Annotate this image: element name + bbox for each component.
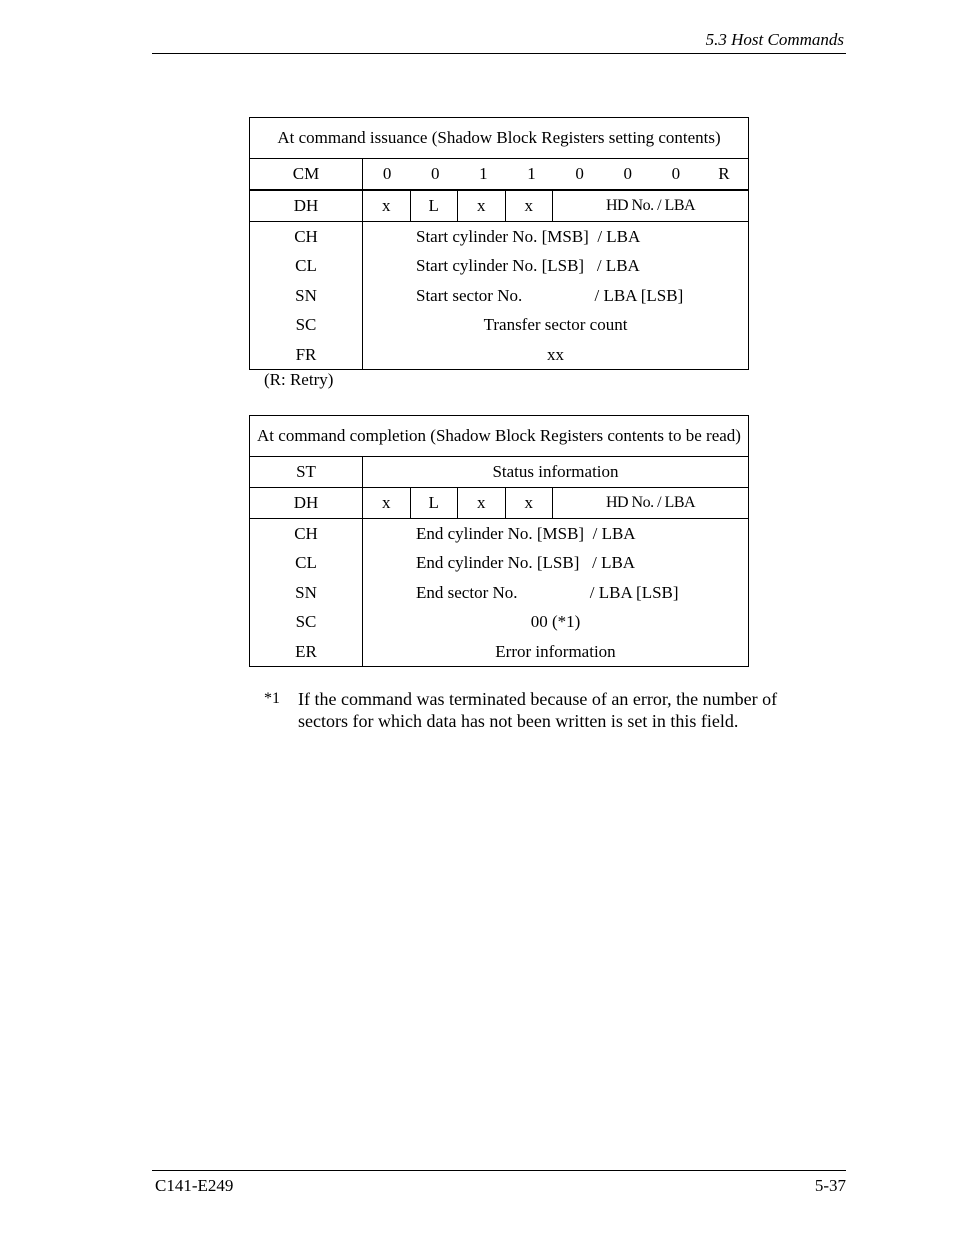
cm-bit: R xyxy=(718,164,730,183)
cm-label: CM xyxy=(250,159,363,189)
dh-bit: L xyxy=(411,191,459,221)
page-number: 5-37 xyxy=(814,1176,846,1195)
cm-row xyxy=(250,159,748,191)
running-header: 5.3 Host Commands xyxy=(705,30,844,49)
st-value: Status information xyxy=(492,462,619,481)
register-label: FR xyxy=(295,344,317,364)
cm-bit: 1 xyxy=(527,164,536,183)
register-value: Start cylinder No. [LSB] / LBA xyxy=(416,256,640,276)
dh-hd-field: HD No. / LBA xyxy=(605,494,696,511)
cm-bit: 0 xyxy=(430,164,440,183)
register-label: CH xyxy=(294,227,318,246)
dh-bit: x xyxy=(458,191,506,221)
issuance-table-title: At command issuance (Shadow Block Registers setting contents) xyxy=(250,118,748,159)
cm-bit: 1 xyxy=(479,164,488,183)
register-value: Start sector No. / LBA [LSB] xyxy=(416,285,684,305)
register-value: Error information xyxy=(495,641,616,661)
dh-bit: x xyxy=(363,488,411,518)
dh-bit: x xyxy=(363,191,411,221)
dh-bit: x xyxy=(506,488,554,518)
completion-register-table xyxy=(249,415,749,667)
register-label: SN xyxy=(295,285,317,305)
dh-label: DH xyxy=(250,488,363,518)
completion-register-block xyxy=(250,519,748,666)
footnote-mark: *1 xyxy=(264,690,280,707)
st-label: ST xyxy=(250,457,363,487)
dh-bit: x xyxy=(458,488,506,518)
register-label: SN xyxy=(295,582,317,602)
retry-note: (R: Retry) xyxy=(264,370,334,389)
dh-bit: L xyxy=(411,488,459,518)
st-row xyxy=(250,457,748,488)
register-value: Transfer sector count xyxy=(483,315,628,335)
document-id: C141-E249 xyxy=(155,1176,234,1195)
issuance-register-table xyxy=(249,117,749,370)
dh-label: DH xyxy=(250,191,363,221)
footer-rule xyxy=(152,1170,846,1171)
register-value: 00 (*1) xyxy=(530,612,581,632)
register-label: SC xyxy=(295,612,317,632)
register-label: CH xyxy=(294,524,318,543)
register-value: End cylinder No. [LSB] / LBA xyxy=(416,553,636,573)
cm-bit: 0 xyxy=(623,164,632,183)
completion-table-title: At command completion (Shadow Block Registers contents to be read) xyxy=(250,416,748,457)
header-rule xyxy=(152,53,846,54)
register-label: SC xyxy=(295,315,317,335)
footnote xyxy=(264,688,804,732)
register-value: Start cylinder No. [MSB] / LBA xyxy=(416,227,641,246)
register-label: CL xyxy=(295,553,317,573)
dh-row xyxy=(250,488,748,519)
dh-row xyxy=(250,191,748,222)
register-value: xx xyxy=(547,344,564,364)
register-label: CL xyxy=(295,256,317,276)
register-value: End cylinder No. [MSB] / LBA xyxy=(416,524,636,543)
cm-bits xyxy=(363,159,748,189)
cm-bit: 0 xyxy=(382,164,392,183)
issuance-register-block xyxy=(250,222,748,369)
dh-hd-field: HD No. / LBA xyxy=(605,197,696,214)
dh-bit: x xyxy=(506,191,554,221)
cm-bit: 0 xyxy=(575,164,584,183)
register-label: ER xyxy=(295,641,317,661)
cm-bit: 0 xyxy=(671,164,681,183)
footnote-text: If the command was terminated because of an error, the number of sectors for which data has not been written is set in this field. xyxy=(298,689,778,731)
register-value: End sector No. / LBA [LSB] xyxy=(416,582,679,602)
